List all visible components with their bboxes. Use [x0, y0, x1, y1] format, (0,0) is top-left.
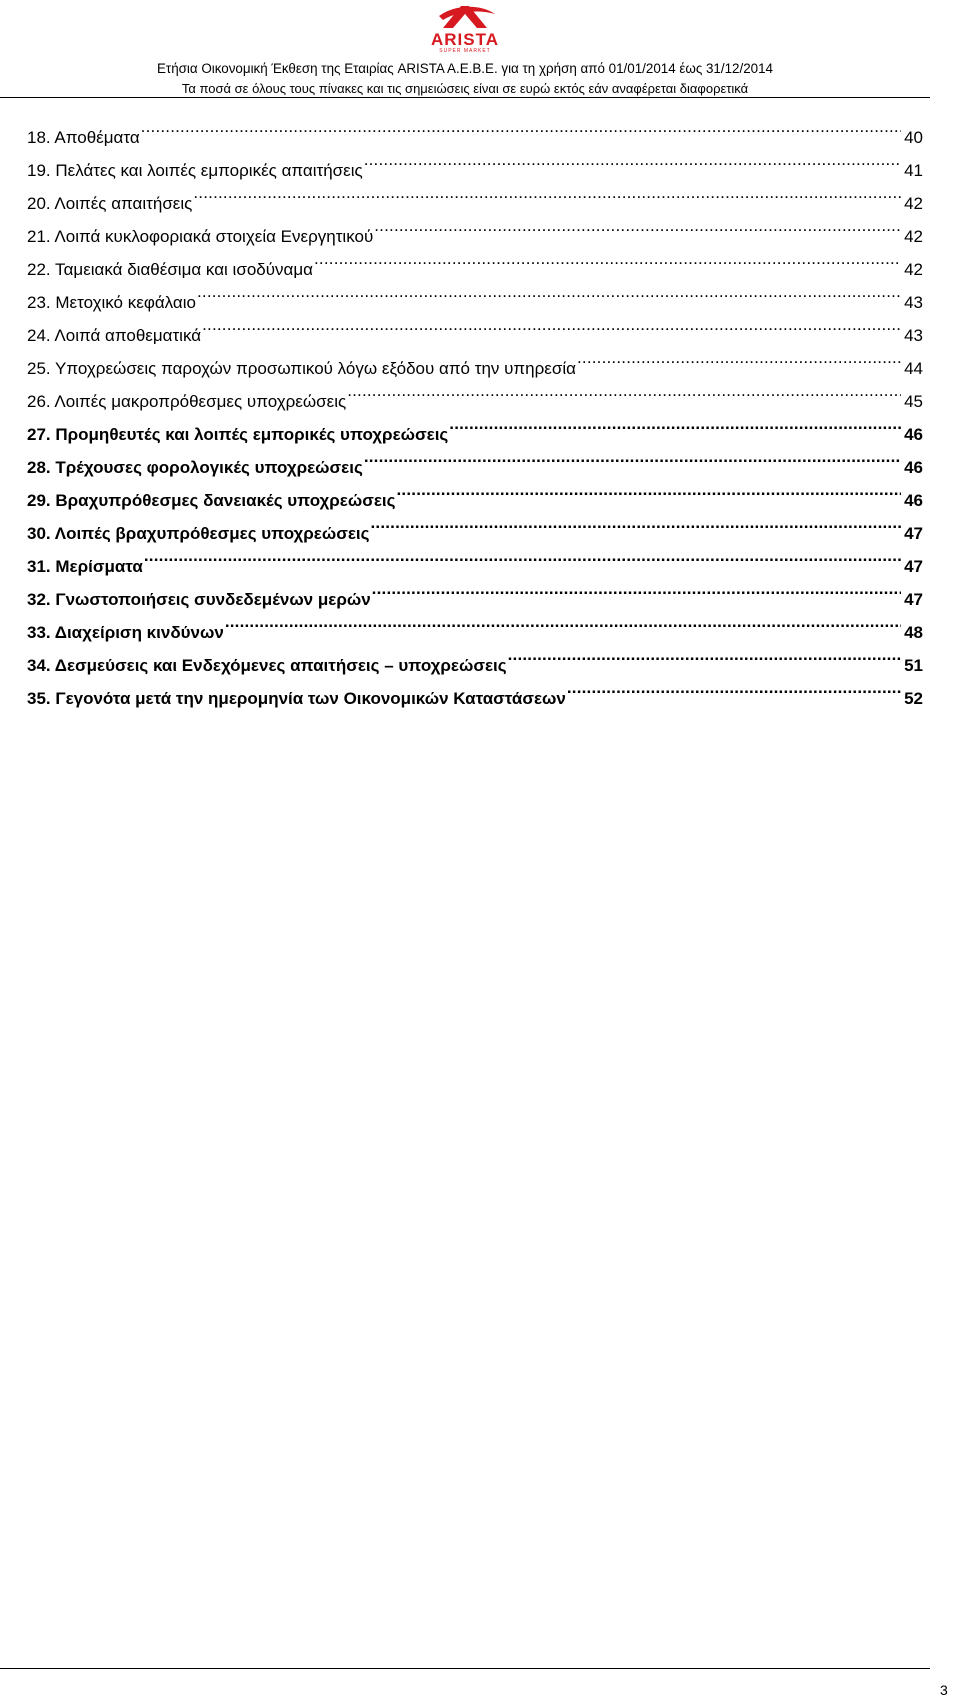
toc-entry-title: 30. Λοιπές βραχυπρόθεσμες υποχρεώσεις: [27, 524, 370, 543]
toc-leader-dots: [397, 473, 902, 506]
toc-leader-dots: [364, 440, 901, 473]
toc-entry-page: 51: [904, 656, 923, 675]
toc-entry-title: 24. Λοιπά αποθεματικά: [27, 326, 202, 345]
toc-leader-dots: [314, 242, 901, 275]
toc-entry-title: 32. Γνωστοποιήσεις συνδεδεμένων μερών: [27, 590, 371, 609]
toc-entry-title: 34. Δεσμεύσεις και Ενδεχόμενες απαιτήσεις – υποχρεώσεις: [27, 656, 507, 675]
toc-entry-page: 47: [904, 524, 923, 543]
arista-logo: [403, 2, 527, 54]
toc-entry-title: 21. Λοιπά κυκλοφοριακά στοιχεία Ενεργητικού: [27, 227, 374, 246]
toc-entry-page: 44: [904, 359, 923, 378]
report-subtitle: Τα ποσά σε όλους τους πίνακες και τις σημειώσεις είναι σε ευρώ εκτός εάν αναφέρεται διαφορετικά: [181, 81, 749, 96]
logo-subtext: SUPER MARKET: [439, 48, 491, 54]
logo-wordmark: ARISTA: [430, 30, 499, 49]
toc-leader-dots: [202, 308, 901, 341]
toc-entry-page: 52: [904, 689, 923, 708]
toc-entry-title: 22. Ταμειακά διαθέσιμα και ισοδύναμα: [27, 260, 313, 279]
toc-leader-dots: [374, 209, 901, 242]
toc-entry-title: 29. Βραχυπρόθεσμες δανειακές υποχρεώσεις: [27, 491, 396, 510]
page-number: 3: [940, 1682, 948, 1698]
toc-leader-dots: [197, 275, 901, 308]
toc-leader-dots: [567, 671, 901, 704]
toc-entry-page: 42: [904, 227, 923, 246]
toc-entry-title: 27. Προμηθευτές και λοιπές εμπορικές υποχρεώσεις: [27, 425, 449, 444]
toc-leader-dots: [347, 374, 901, 407]
toc-entry-page: 47: [904, 590, 923, 609]
table-of-contents: [27, 110, 923, 708]
footer-divider: [0, 1668, 930, 1669]
report-title: Ετήσια Οικονομική Έκθεση της Εταιρίας ARISTA A.E.B.E. για τη χρήση από 01/01/2014 έως 31/12/2014: [156, 61, 774, 76]
toc-entry-title: 23. Μετοχικό κεφάλαιο: [27, 293, 196, 312]
toc-entry[interactable]: [27, 110, 923, 147]
toc-leader-dots: [144, 539, 901, 572]
toc-entry-title: 35. Γεγονότα μετά την ημερομηνία των Οικονομικών Καταστάσεων: [27, 689, 566, 708]
toc-leader-dots: [372, 572, 901, 605]
header-divider: [0, 97, 930, 98]
toc-leader-dots: [364, 143, 901, 176]
toc-leader-dots: [225, 605, 901, 638]
toc-entry-page: 47: [904, 557, 923, 576]
toc-leader-dots: [141, 110, 901, 143]
toc-entry-title: 19. Πελάτες και λοιπές εμπορικές απαιτήσεις: [27, 161, 363, 180]
toc-entry-title: 28. Τρέχουσες φορολογικές υποχρεώσεις: [27, 458, 363, 477]
page-header: [0, 0, 960, 96]
toc-entry[interactable]: [27, 143, 923, 180]
toc-entry[interactable]: [27, 572, 923, 609]
toc-entry-page: 48: [904, 623, 923, 642]
toc-leader-dots: [577, 341, 901, 374]
toc-entry-page: 43: [904, 293, 923, 312]
toc-entry-title: 20. Λοιπές απαιτήσεις: [27, 194, 193, 213]
toc-entry-title: 26. Λοιπές μακροπρόθεσμες υποχρεώσεις: [27, 392, 347, 411]
toc-entry-page: 43: [904, 326, 923, 345]
toc-entry-title: 18. Αποθέματα: [27, 128, 140, 147]
toc-entry-page: 46: [904, 425, 923, 444]
toc-leader-dots: [370, 506, 901, 539]
toc-leader-dots: [193, 176, 901, 209]
toc-entry-page: 41: [904, 161, 923, 180]
toc-leader-dots: [508, 638, 901, 671]
toc-entry-page: 42: [904, 194, 923, 213]
toc-entry-title: 31. Μερίσματα: [27, 557, 143, 576]
toc-entry-page: 42: [904, 260, 923, 279]
toc-entry-page: 46: [904, 491, 923, 510]
toc-entry-page: 45: [904, 392, 923, 411]
toc-entry-page: 46: [904, 458, 923, 477]
toc-entry-page: 40: [904, 128, 923, 147]
toc-entry-title: 25. Υποχρεώσεις παροχών προσωπικού λόγω εξόδου από την υπηρεσία: [27, 359, 576, 378]
toc-entry-title: 33. Διαχείριση κινδύνων: [27, 623, 224, 642]
toc-entry[interactable]: [27, 539, 923, 576]
toc-leader-dots: [449, 407, 901, 440]
